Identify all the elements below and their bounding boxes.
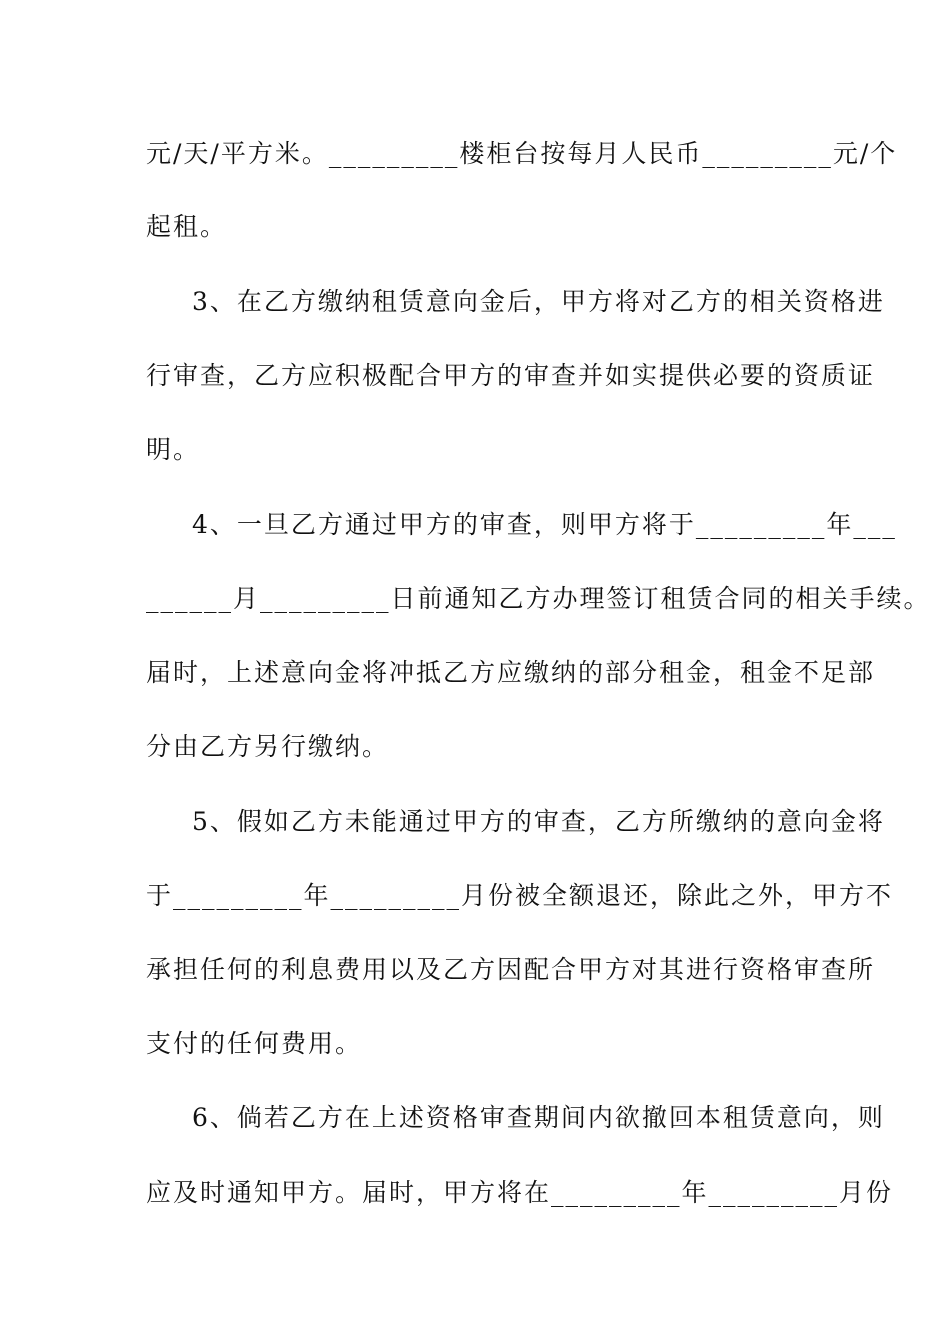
text-line-5: 明。 xyxy=(146,435,201,464)
text-line-14: 6、倘若乙方在上述资格审查期间内欲撤回本租赁意向，则 xyxy=(192,1103,885,1132)
text-line-2: 起租。 xyxy=(146,212,228,241)
text-line-3: 3、在乙方缴纳租赁意向金后，甲方将对乙方的相关资格进 xyxy=(192,287,885,316)
text-line-4: 行审查，乙方应积极配合甲方的审查并如实提供必要的资质证 xyxy=(146,361,876,390)
text-line-11: 于_________年_________月份被全额退还，除此之外，甲方不 xyxy=(146,881,894,910)
text-line-8: 届时，上述意向金将冲抵乙方应缴纳的部分租金，租金不足部 xyxy=(146,658,876,687)
text-line-10: 5、假如乙方未能通过甲方的审查，乙方所缴纳的意向金将 xyxy=(192,807,885,836)
text-line-7: ______月_________日前通知乙方办理签订租赁合同的相关手续。 xyxy=(146,584,931,613)
text-line-12: 承担任何的利息费用以及乙方因配合甲方对其进行资格审查所 xyxy=(146,955,876,984)
text-line-1: 元/天/平方米。_________楼柜台按每月人民币_________元/个 xyxy=(146,139,898,168)
text-line-9: 分由乙方另行缴纳。 xyxy=(146,732,390,761)
text-line-13: 支付的任何费用。 xyxy=(146,1029,363,1058)
text-line-6: 4、一旦乙方通过甲方的审查，则甲方将于_________年___ xyxy=(192,510,897,539)
text-line-15: 应及时通知甲方。届时，甲方将在_________年_________月份 xyxy=(146,1178,894,1207)
